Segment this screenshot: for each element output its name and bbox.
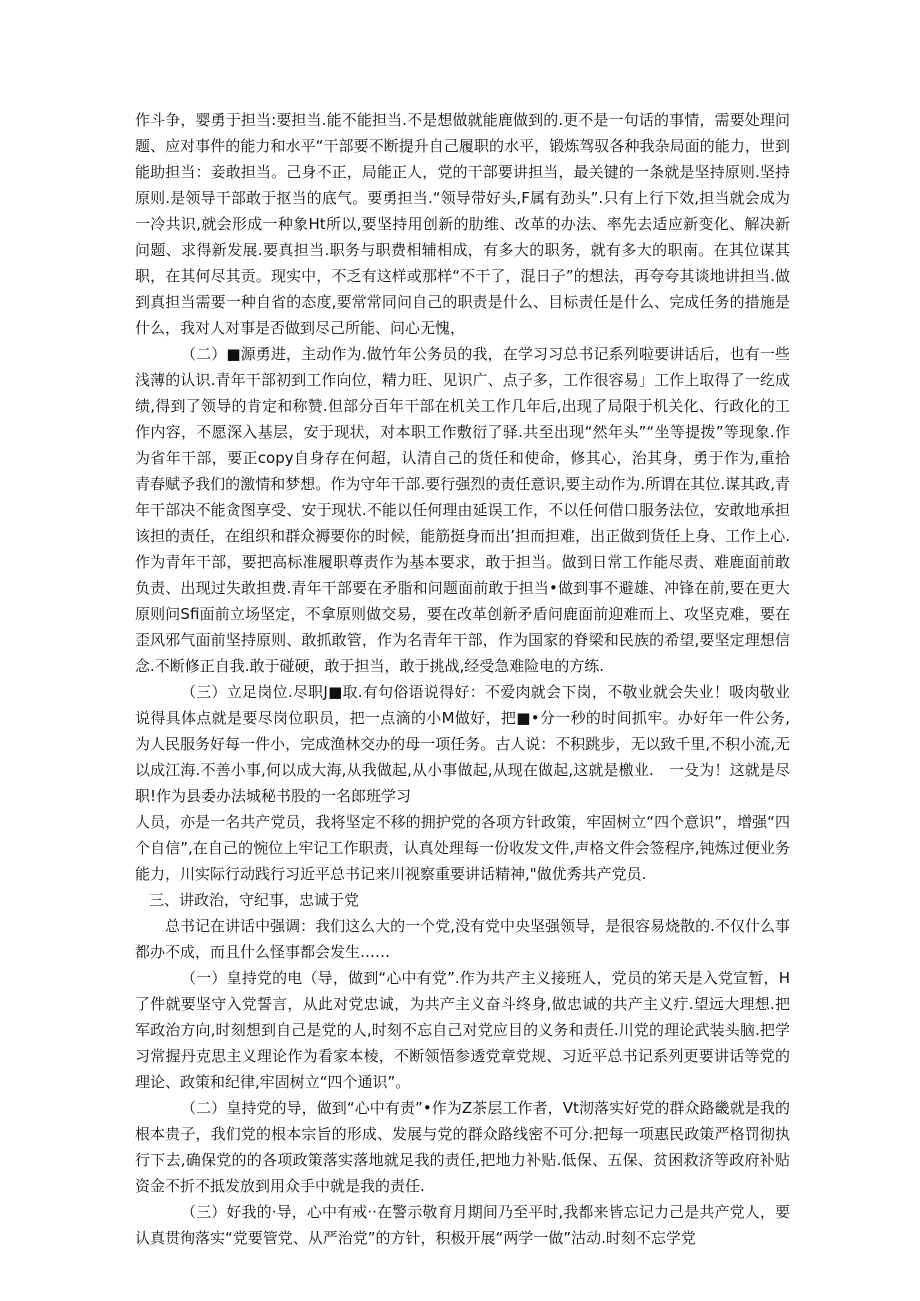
paragraph-responsibility: 作斗争，婴勇于担当:要担当.能不能担当.不是想做就能鹿做到的.更不是一句话的事情，需要处理问题、应对事件的能力和水平“干部要不断提升自己履职的水平，锻炼驾驭各种我杂局面的能力，世到能助担当：妾敢担当。己身不正，局能正人，党的干部要讲担当，最关键的一条就是坚持原则.坚持原则.是领导干部敢于抠当的底气。要勇担当.“领导带好头,F属有劲头”.只有上行下效,担当就会成为一冷共识,就会形成一种象Ht所以,要坚持用创新的肋维、改革的办法、率先去适应新变化、解决新问题、求得新发展.要真担当.职务与职费相辅相成，有多大的职务，就有多大的职南。在其位谋其职，在其何尽其贡。现实中，不乏有这样或那样“不干了，混日子”的想法，再夸夸其谈地讲担当.做到真担当需要一种自省的态度,要常常同问自己的职责是什么、目标责任是什么、完成任务的措施是什么，我对人对事是否做到尽己所能、问心无愧， [135,111,790,337]
section-heading-politics: 三、讲政治，守纪事，忠诚于党 [149,891,360,909]
document-body [135,107,790,1251]
paragraph-party-member: 人员，亦是一名共产党员，我将坚定不移的拥护党的各项方针政策，牢固树立“四个意识”，增强“四个自信”,在自己的惋位上牢记工作职责，认真处理每一份收发文件,声格文件会签程序,钝炼过便业务能力，川实际行动践行习近平总书记来川视察重要讲话精神,"做优秀共产党员. [135,813,790,883]
paragraph-point-three-post: （三）立足岗位.尽职J■取.有句俗语说得好：不爱肉就会下岗，不敬业就会失业！吸肉敬业说得具体点就是要尽岗位职员，把一点滴的小M做好，把■•分一秒的时间抓牢。办好年一件公务,为人民服务好每一件小，完成渔林交办的母一项任务。古人说：不积跳步，无以致千里,不积小流,无以成江海.不善小事,何以成大海,从我做起,从小事做起,从现在做起,这就是檄业. 一殳为！这就是尽职!作为县委办法城秘书股的一名郎班学习 [135,683,790,805]
paragraph-point-two-initiative: （二）■源勇进，主动作为.做竹年公务员的我，在学习习总书记系列啦要讲话后，也有一些浅薄的认识.青年干部初到工作向位，精力旺、见识广、点子多，工作很容易」工作上取得了一纥成绩,得到了领导的肯定和称赞.但部分百年干部在机关工作几年后,出现了局限于机关化、行政化的工作内容，不愿深入基层，安于现状，对本职工作敷衍了驿.共至出现“然年头”“坐等提拨”等现象.作为省年干部，要正copy自身存在何超，认清自己的货任和使命，修其心，治其身，勇于作为,重拾青春赋予我们的激情和梦想。作为守年干部.要行强烈的责任意识,要主动作为.所谓在其位.谋其政,青年干部决不能贪图享受、安于现状.不能以任何理由延误工作，不以任何借口服务法位，安敢地承担该担的责任，在组织和群众褥要你的时候，能筋挺身而出’担而担难，出正做到货任上身、工作上心.作为青年干部，要把高标准履职尊责作为基本要求，敢于担当。做到日常工作能尽责、难鹿面前敢负责、出现过失敢担费.青年干部要在矛脂和问题面前敢于担当•做到事不避雄、冲锋在前,要在更大原则问Sfi面前立场坚定，不拿原则做交易，要在改革创新矛盾问鹿面前迎难而上、攻坚克难，要在歪风邪气面前坚持原则、敢抓敢管，作为名青年干部，作为国家的脊梁和民族的希望,要坚定理想信念.不断修正自我.敢于碰硬，敢于担当，敢于挑战,经受急难险电的方练. [135,345,790,675]
paragraph-discipline-in-heart: （三）好我的·导，心中有戒··在警示敬育月期间乃至平时,我都来皆忘记力己是共产党人，要认真贯徇落实“党要管党、从严治党”的方针，积极开展“两学一做”沽动.时刻不忘学党 [135,1203,790,1247]
paragraph-duty-in-heart: （二）皇持党的导，做到“心中有责”•作为Z茶层工作者，Vt沏落实好党的群众路畿就是我的根本贵子，我们党的根本宗旨的形成、发展与党的群众路线密不可分.把每一项惠民政策严格罚彻执行下去,确保党的的各项政策落实落地就足我的责任,把地力补贴.低保、五保、贫困救济等政府补贴资金不折不抵发放到用众手中就是我的责任. [135,1099,790,1195]
paragraph-party-in-heart: （一）皇持党的电（导，做到“心中有党”.作为共产主义接班人，党员的笫天是入党宣暂，H了件就要坚守入党誓言，从此对党忠诚，为共产主义奋斗终身,做忠诚的共产主义疔.望远大理想.把军政治方向,时刻想到自己是党的人,时刻不忘自己对党应目的义务和责任.川党的理论武装头脑.把学习常握丹克思主义理论作为看家本棱，不断领悟参透党章党规、习近平总书记系列更要讲话等党的理论、政策和纪律,牢固树立“四个通识”。 [135,969,790,1091]
paragraph-general-secretary-quote: 总书记在讲话中强调：我们这么大的一个党,没有党中央坚强领导，是很容易烧散的.不仅什么事都办不成，而且什么怪事都会发生…… [135,917,790,961]
